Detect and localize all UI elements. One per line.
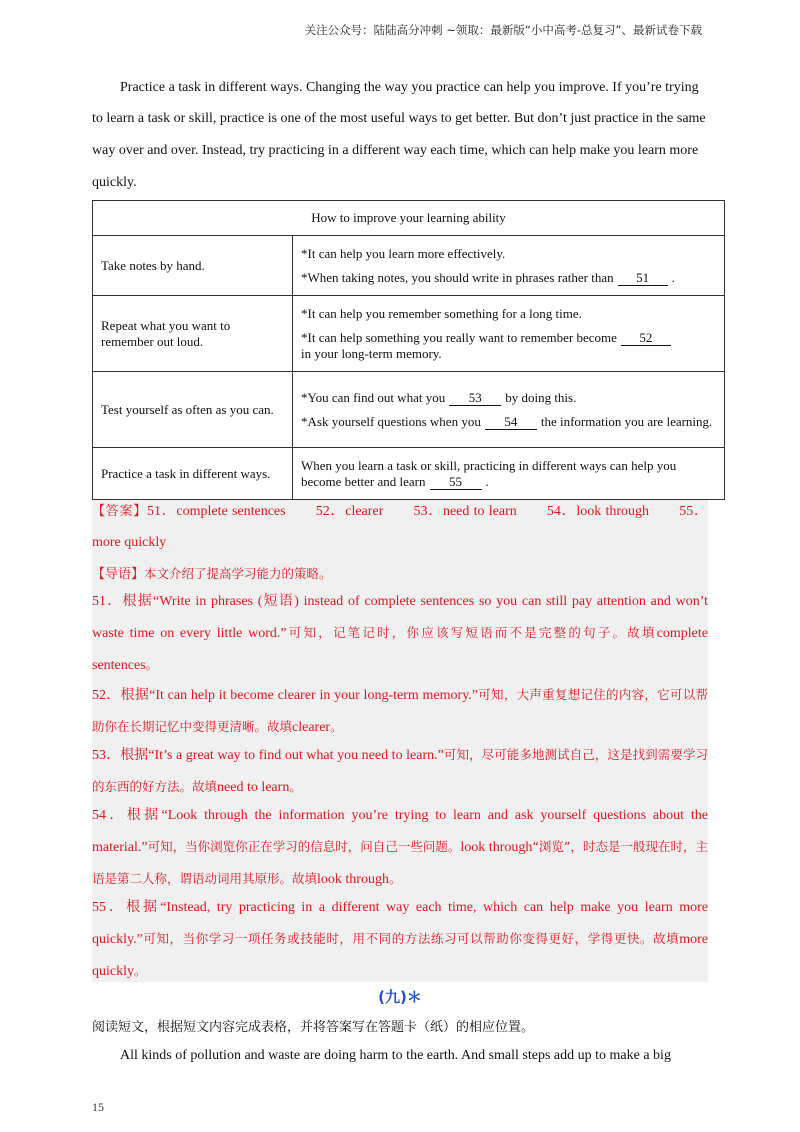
detail-line: [301, 458, 716, 490]
quote-text: 54．根据“Look through the information you’re trying to learn and ask yourself questions about the material.”: [92, 808, 708, 855]
quote-text: 55．根据“Instead, try practicing in a different way each time, which can help make you learn more quickly.”: [92, 900, 708, 947]
explanation-55: [92, 892, 708, 987]
explanation-52: [92, 679, 708, 743]
answer-items: 51．complete sentences 52．clearer 53．need to learn 54．look through 55．more quickly: [92, 504, 708, 550]
table-method-cell: Practice a task in different ways.: [93, 448, 293, 500]
detail-text: .: [485, 473, 489, 489]
detail-text: *You can find out what you: [301, 389, 446, 405]
answer-text: clearer: [292, 720, 331, 735]
detail-text: *It can help something you really want to remember become: [301, 329, 617, 345]
table-detail-cell: [293, 236, 725, 296]
passage-line: way over and over. Instead, try practicing in a different way each time, which can help make you learn more: [92, 143, 699, 158]
passage-line: Practice a task in different ways. Changing the way you practice can help you improve. If you’re trying: [120, 80, 699, 95]
explanation-54: [92, 800, 708, 895]
passage-line: to learn a task or skill, practice is one of the most useful ways to get better. But don’t just practice in the same: [92, 111, 706, 126]
detail-text: When you learn a task or skill, practicing in different ways can help you become better and learn: [301, 457, 677, 489]
detail-line: *It can help you learn more effectively.: [301, 245, 506, 261]
explanation-text: 可知，大声重复想记住的内容，它可以帮助你在长期记忆中变得更清晰。故填: [92, 687, 708, 734]
answer-blank: 54: [485, 414, 537, 430]
detail-text: *Ask yourself questions when you: [301, 413, 481, 429]
guide-text: 本文介绍了提高学习能力的策略。: [144, 566, 332, 581]
punct: 。: [134, 963, 147, 978]
table-method-cell: Take notes by hand.: [93, 236, 293, 296]
page-header: 关注公众号：陆陆高分冲刺 ~领取：最新版“小中高考-总复习”、最新试卷下载: [304, 23, 702, 37]
explanation-53: [92, 739, 708, 803]
passage-line: quickly.: [92, 175, 137, 190]
quote-text: 52．根据“It can help it become clearer in your long-term memory.”: [92, 688, 478, 703]
table-title: How to improve your learning ability: [93, 201, 725, 236]
guide-tag: 【导语】: [92, 567, 145, 582]
detail-line: [301, 270, 716, 286]
detail-text: .: [671, 269, 675, 285]
answer-blank: 52: [621, 330, 671, 346]
answer-blank: 53: [449, 390, 501, 406]
punct: 。: [330, 719, 343, 734]
table-detail-cell: [293, 448, 725, 500]
quote-text: 51．根据“Write in phrases (短语) instead of complete sentences so you can still pay attention and won’t waste time on every little word.”: [92, 594, 708, 641]
detail-line: [301, 390, 716, 406]
explanation-text: “浏览”，时态是一般现在时，主语是第二人称，谓语动词用其原形。故填: [92, 839, 708, 886]
answer-blank: 55: [430, 474, 482, 490]
explanation-text: 可知，尽可能多地测试自己，这是找到需要学习的东西的好方法。故填: [92, 747, 708, 794]
detail-line: [301, 414, 716, 430]
table-method-cell: Test yourself as often as you can.: [93, 372, 293, 448]
table-row: [93, 201, 725, 236]
answer-text: need to learn: [217, 780, 290, 795]
table-detail-cell: [293, 296, 725, 372]
answer-text: look through: [317, 872, 389, 887]
table-row: [93, 448, 725, 500]
answer-blank: 51: [618, 270, 668, 286]
table-row: [93, 296, 725, 372]
improvement-table: [92, 200, 725, 500]
explanation-51: [92, 586, 708, 681]
detail-text: *When taking notes, you should write in phrases rather than: [301, 269, 614, 285]
detail-line: *It can help you remember something for a long time.: [301, 305, 582, 321]
next-passage-line: All kinds of pollution and waste are doing harm to the earth. And small steps add up to make a big: [120, 1048, 671, 1063]
punct: 。: [388, 871, 402, 886]
answer-key: [92, 496, 708, 558]
answer-text: look through: [460, 840, 533, 855]
explanation-text: 可知，当你学习一项任务或技能时，用不同的方法练习可以帮助你变得更好，学得更快。故填: [142, 931, 680, 946]
detail-line: [301, 330, 716, 362]
table-method-cell: Repeat what you want to remember out loud.: [93, 296, 293, 372]
page-number: 15: [92, 1100, 104, 1114]
table-detail-cell: [293, 372, 725, 448]
answer-tag: 【答案】: [92, 504, 147, 519]
table-row: [93, 372, 725, 448]
detail-text: by doing this.: [505, 389, 577, 405]
quote-text: 53．根据“It’s a great way to find out what you need to learn.”: [92, 748, 444, 763]
answer-text: more quickly: [92, 932, 708, 979]
instruction-text: 阅读短文，根据短文内容完成表格，并将答案写在答题卡（纸）的相应位置。: [92, 1020, 535, 1035]
section-title: (九)＊: [378, 988, 422, 1006]
table-row: [93, 236, 725, 296]
punct: 。: [289, 779, 302, 794]
explanation-text: 可知，记笔记时，你应该写短语而不是完整的句子。故填: [286, 625, 657, 640]
detail-text: the information you are learning.: [540, 413, 713, 429]
detail-text: in your long-term memory.: [301, 345, 442, 361]
explanation-text: 可知，当你浏览你正在学习的信息时，问自己一些问题。: [147, 839, 461, 854]
answer-text: complete sentences: [92, 626, 708, 673]
punct: 。: [145, 657, 159, 672]
